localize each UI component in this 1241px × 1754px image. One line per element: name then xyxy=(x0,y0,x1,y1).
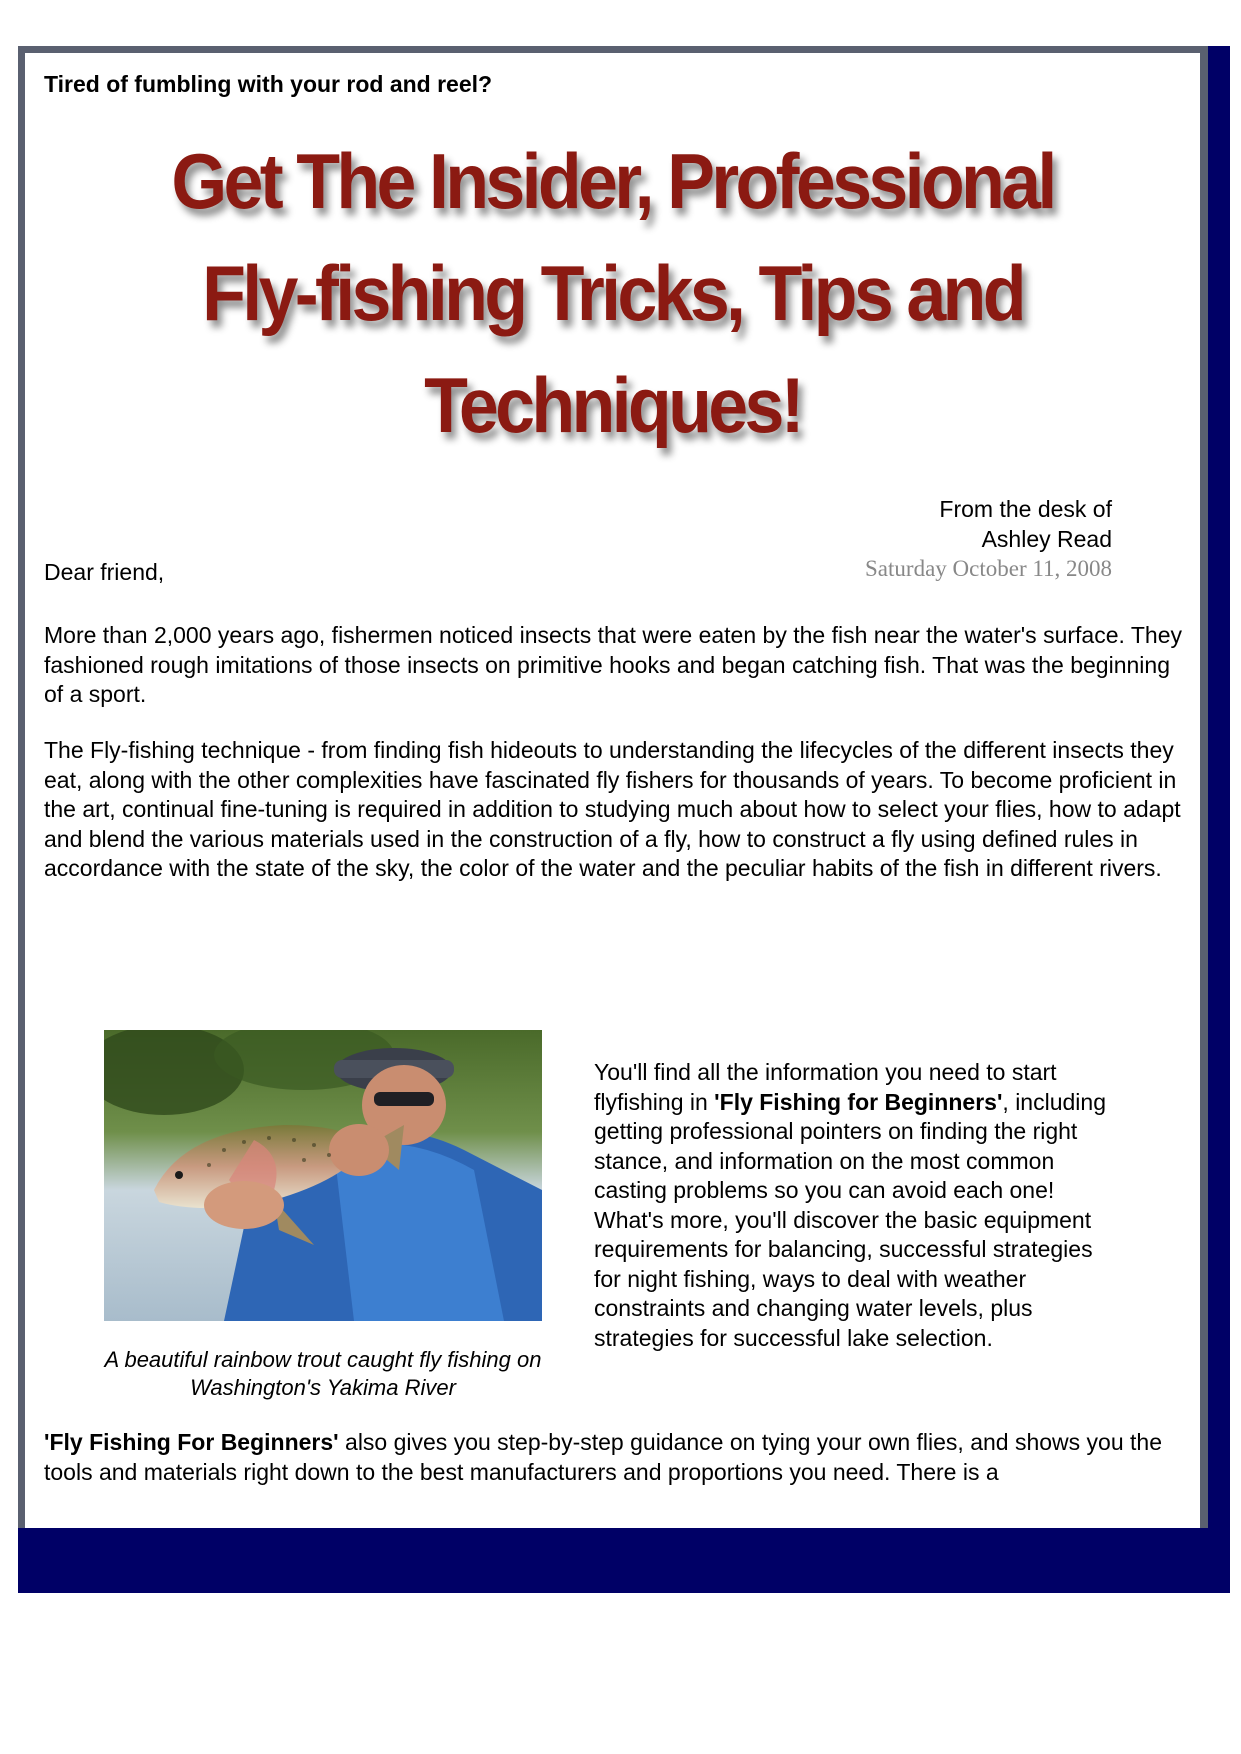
headline-line-2: Fly-fishing Tricks, Tips and xyxy=(202,249,1023,337)
closing-paragraph-text: also gives you step-by-step guidance on tying your own flies, and shows you the tools and materials right down to the best manufacturers and proportions you need. There is a xyxy=(44,1429,1163,1485)
product-name: 'Fly Fishing for Beginners' xyxy=(714,1088,1003,1115)
signature-name: Ashley Read xyxy=(981,526,1112,552)
headline-line-3: Techniques! xyxy=(424,361,801,449)
signature-from-label: From the desk of xyxy=(939,496,1112,522)
letter-content xyxy=(25,53,1200,1528)
headline-graphic xyxy=(72,125,1153,461)
photo-caption: A beautiful rainbow trout caught fly fishing on Washington's Yakima River xyxy=(104,1347,542,1400)
product-name-closing: 'Fly Fishing For Beginners' xyxy=(44,1429,339,1455)
kicker-question: Tired of fumbling with your rod and reel? xyxy=(44,71,493,97)
side-paragraph-intro: You'll find all the information you need to start flyfishing in xyxy=(594,1059,1057,1115)
closing-paragraph xyxy=(44,1428,1194,1487)
greeting: Dear friend, xyxy=(44,559,165,585)
paragraph-technique: The Fly-fishing technique - from finding fish hideouts to understanding the lifecycles of the different insects they eat, along with the other complexities have fascinated fly fishers for thousands of years. To become proficient in the art, continual fine-tuning is required in addition to studying much about how to select your flies, how to adapt and blend the various materials used in the construction of a fly, how to construct a fly using defined rules in accordance with the state of the sky, the color of the water and the peculiar habits of the fish in different rivers. xyxy=(44,737,1181,881)
signature-date: Saturday October 11, 2008 xyxy=(865,556,1112,581)
side-paragraph-details: , including getting professional pointers on finding the right stance, and information on the most common casting problems so you can avoid each one! What's more, you'll discover the basic equipment requirements for balancing, successful strategies for night fishing, ways to deal with weather constraints and changing water levels, plus strategies for successful lake selection. xyxy=(594,1088,1106,1351)
side-paragraph xyxy=(594,1058,1114,1353)
paragraph-history: More than 2,000 years ago, fishermen noticed insects that were eaten by the fish near the water's surface. They fashioned rough imitations of those insects on primitive hooks and began catching fish. That was the beginning of a sport. xyxy=(44,622,1182,707)
headline-line-1: Get The Insider, Professional xyxy=(171,137,1054,225)
trout-photo xyxy=(104,1030,542,1321)
